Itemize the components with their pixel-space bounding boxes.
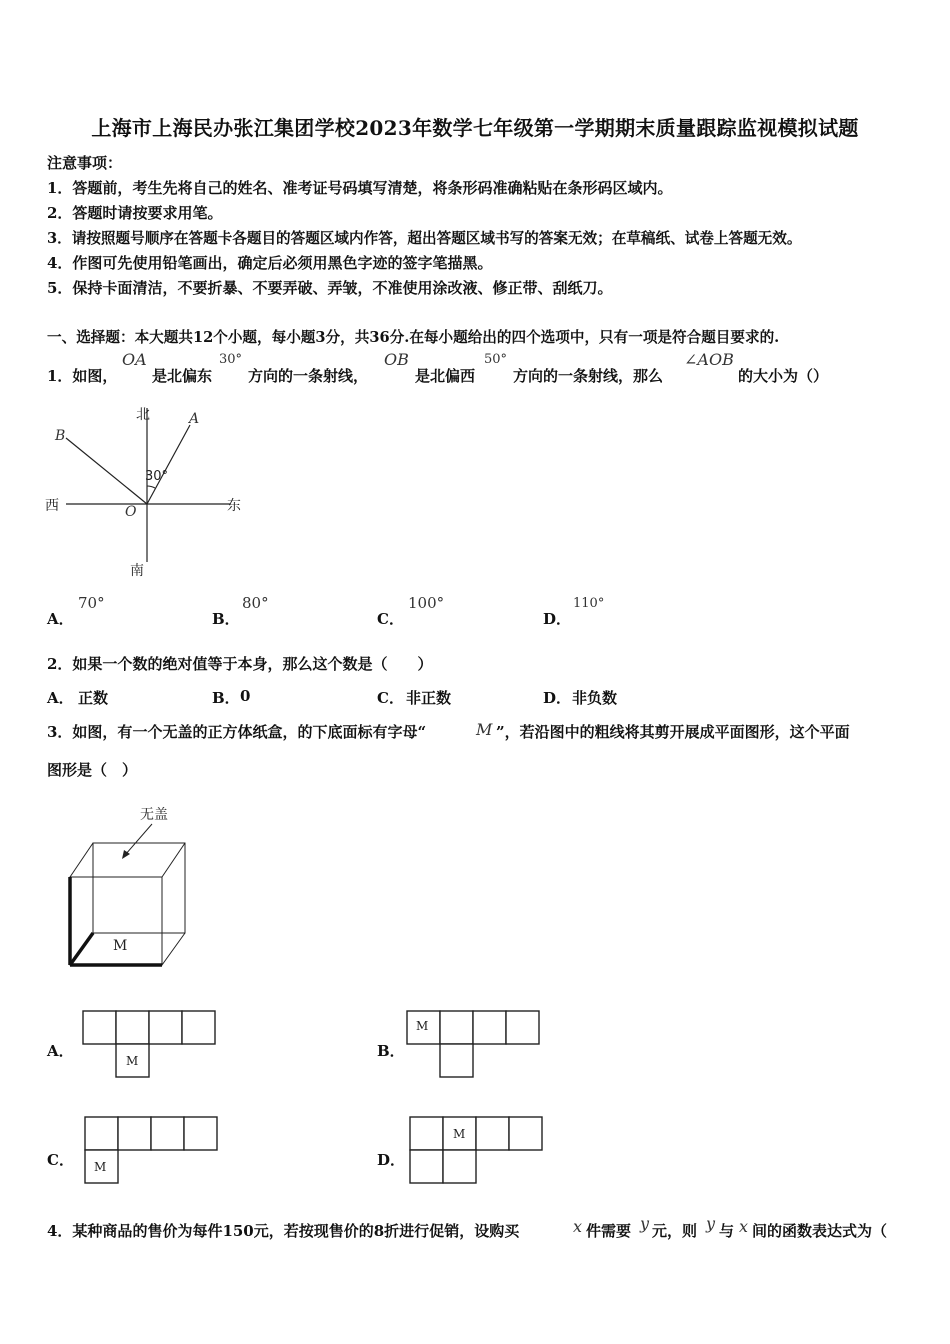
angle-30-label: 30° [145, 469, 169, 484]
q1-option-c-value: 100° [408, 594, 445, 612]
q2-option-c-letter[interactable]: C． [377, 689, 404, 707]
q2-option-b-value: 0 [240, 687, 251, 705]
no-lid-label: 无盖 [140, 807, 168, 823]
q2-option-d-letter[interactable]: D． [543, 689, 572, 707]
q3-option-b-letter[interactable]: B． [377, 1042, 405, 1060]
q4-var-y: y [640, 1214, 650, 1233]
q4-text: 间的函数表达式为（ [752, 1222, 888, 1240]
net-option-a [82, 1010, 216, 1078]
net-a-m: M [126, 1054, 139, 1068]
net-option-b [406, 1010, 540, 1078]
q1-text: 方向的一条射线，那么 [513, 367, 664, 385]
q1-text: 是北偏东 [152, 367, 213, 385]
notice-item: 1．答题前，考生先将自己的姓名、准考证号码填写清楚，将条形码准确粘贴在条形码区域内。 [47, 179, 673, 197]
notice-item: 4．作图可先使用铅笔画出，确定后必须用黑色字迹的签字笔描黑。 [47, 254, 493, 272]
q1-text: 方向的一条射线， [248, 367, 369, 385]
notice-heading: 注意事项： [47, 154, 123, 172]
q2-option-a-value: 正数 [78, 689, 109, 707]
east-label: 东 [227, 498, 241, 514]
net-c-m: M [94, 1160, 107, 1174]
q4-var-x: x [739, 1217, 749, 1236]
section-heading: 一、选择题：本大题共12个小题，每小题3分，共36分.在每小题给出的四个选项中，只有一项是符合题目要求的. [47, 329, 780, 346]
q4-var-y: y [706, 1214, 716, 1233]
q3-option-d-letter[interactable]: D． [377, 1151, 406, 1169]
compass-figure [40, 400, 260, 585]
q1-angle-aob: ∠AOB [684, 350, 734, 369]
q2-option-c-value: 非正数 [406, 689, 452, 707]
q1-option-d-letter[interactable]: D． [543, 610, 572, 628]
q3-option-a-letter[interactable]: A． [47, 1042, 74, 1060]
q1-angle-50: 50° [484, 352, 508, 367]
q2-option-b-letter[interactable]: B． [212, 689, 240, 707]
q4-text: 件需要 [586, 1222, 632, 1240]
q4-var-x: x [573, 1217, 583, 1236]
net-b-m: M [416, 1019, 429, 1033]
net-d-m: M [453, 1127, 466, 1141]
q2-option-a-letter[interactable]: A． [47, 689, 74, 707]
q4-text: 4．某种商品的售价为每件150元，若按现售价的8折进行促销，设购买 [47, 1222, 520, 1240]
q1-option-c-letter[interactable]: C． [377, 610, 404, 628]
q1-option-d-value: 110° [573, 596, 605, 611]
q1-option-a-value: 70° [78, 594, 105, 612]
point-o-label: O [125, 504, 137, 520]
point-a-label: A [189, 411, 200, 427]
q1-angle-30: 30° [219, 352, 243, 367]
q1-text: 1．如图， [47, 367, 118, 385]
notice-item: 5．保持卡面清洁，不要折暴、不要弄破、弄皱，不准使用涂改液、修正带、刮纸刀。 [47, 279, 613, 297]
net-option-c [84, 1116, 218, 1184]
q1-option-b-letter[interactable]: B． [212, 610, 240, 628]
notice-item: 2．答题时请按要求用笔。 [47, 204, 223, 222]
q4-text: 元，则 [652, 1222, 698, 1240]
q1-text: 是北偏西 [415, 367, 476, 385]
q2-text: 2．如果一个数的绝对值等于本身，那么这个数是（ ） [47, 655, 433, 673]
q1-ray-ob: OB [384, 350, 409, 369]
west-label: 西 [45, 498, 59, 514]
cube-figure [60, 800, 200, 975]
q1-text: 的大小为（） [738, 367, 829, 385]
net-option-d [409, 1116, 543, 1184]
q3-text: ”，若沿图中的粗线将其剪开展成平面图形，这个平面 [496, 723, 850, 741]
q1-ray-oa: OA [122, 350, 147, 369]
q1-option-a-letter[interactable]: A． [47, 610, 74, 628]
page-title: 上海市上海民办张江集团学校2023年数学七年级第一学期期末质量跟踪监视模拟试题 [91, 116, 859, 140]
cube-m-label: M [113, 938, 128, 954]
q2-option-d-value: 非负数 [572, 689, 618, 707]
q3-text: 3．如图，有一个无盖的正方体纸盒，的下底面标有字母“ [47, 723, 427, 741]
q3-option-c-letter[interactable]: C． [47, 1151, 74, 1169]
q4-text: 与 [719, 1222, 735, 1240]
q3-letter-m: M [476, 720, 493, 739]
north-label: 北 [136, 407, 150, 423]
q1-option-b-value: 80° [242, 594, 269, 612]
q3-text-line2: 图形是（ ） [47, 761, 138, 779]
south-label: 南 [130, 563, 144, 579]
point-b-label: B [55, 428, 66, 444]
notice-item: 3．请按照题号顺序在答题卡各题目的答题区域内作答，超出答题区域书写的答案无效；在草稿纸、试卷上答题无效。 [47, 230, 802, 247]
